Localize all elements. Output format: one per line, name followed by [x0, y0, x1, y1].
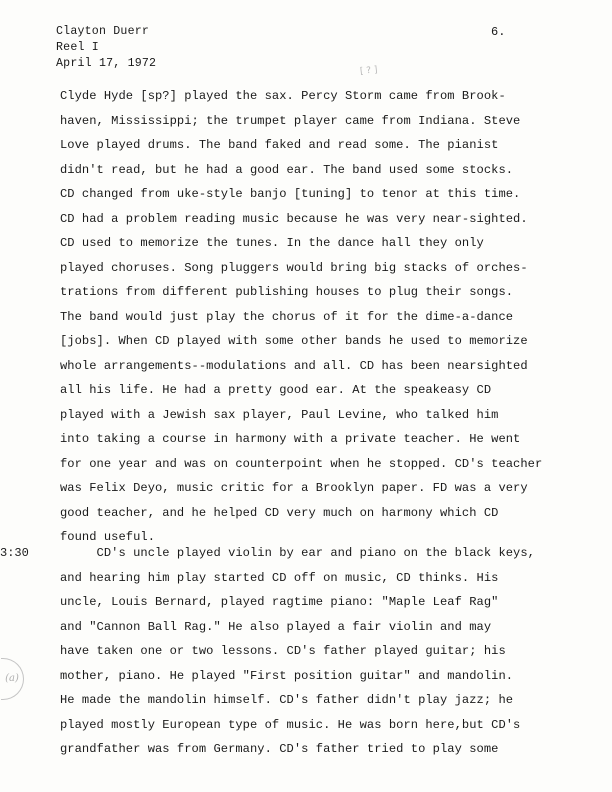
text-line: and hearing him play started CD off on music, CD thinks. His: [60, 570, 499, 585]
text-line: and "Cannon Ball Rag." He also played a fair violin and may: [60, 619, 492, 634]
page-number: 6.: [491, 25, 506, 39]
text-line: didn't read, but he had a good ear. The band used some stocks.: [60, 162, 514, 177]
text-line: whole arrangements--modulations and all. CD has been nearsighted: [60, 358, 528, 373]
text-line: He made the mandolin himself. CD's father didn't play jazz; he: [60, 693, 514, 707]
margin-pencil-note: (a): [1, 658, 24, 700]
text-line: all his life. He had a pretty good ear. At the speakeasy CD: [60, 383, 492, 397]
page-header: [56, 24, 156, 72]
text-line: The band would just play the chorus of it for the dime-a-dance: [60, 309, 514, 324]
text-line: CD changed from uke-style banjo [tuning] to tenor at this time.: [60, 187, 521, 201]
paragraph: [60, 84, 542, 550]
interview-date: April 17, 1972: [56, 57, 157, 70]
text-line: was Felix Deyo, music critic for a Brooklyn paper. FD was a very: [60, 481, 528, 495]
text-line: for one year and was on counterpoint when he stopped. CD's teacher: [60, 456, 543, 471]
text-line: have taken one or two lessons. CD's father played guitar; his: [60, 644, 506, 658]
paragraph: [60, 541, 535, 762]
text-line: CD had a problem reading music because he was very near-sighted.: [60, 211, 528, 226]
reel-label: Reel I: [56, 41, 99, 54]
pencil-annotation: [ ? ]: [359, 65, 379, 77]
text-line: into taking a course in harmony with a private teacher. He went: [60, 432, 521, 446]
text-line: [jobs]. When CD played with some other bands he used to memorize: [60, 334, 528, 348]
text-line: played with a Jewish sax player, Paul Levine, who talked him: [60, 407, 499, 422]
text-line: played mostly European type of music. He was born here,but CD's: [60, 717, 521, 732]
interviewee-name: Clayton Duerr: [56, 25, 150, 38]
text-line: uncle, Louis Bernard, played ragtime piano: "Maple Leaf Rag": [60, 595, 499, 609]
text-line: CD used to memorize the tunes. In the dance hall they only: [60, 236, 484, 250]
text-line: grandfather was from Germany. CD's father tried to play some: [60, 742, 499, 756]
text-line: good teacher, and he helped CD very much on harmony which CD: [60, 505, 499, 520]
text-line: Love played drums. The band faked and read some. The pianist: [60, 138, 499, 152]
text-line: mother, piano. He played "First position guitar" and mandolin.: [60, 668, 514, 683]
text-line: found useful.: [60, 530, 155, 544]
text-line: Clyde Hyde [sp?] played the sax. Percy Storm came from Brook-: [60, 89, 506, 103]
text-line: played choruses. Song pluggers would bring big stacks of orches-: [60, 260, 528, 275]
text-line: haven, Mississippi; the trumpet player came from Indiana. Steve: [60, 113, 521, 128]
text-line: trations from different publishing houses to plug their songs.: [60, 285, 514, 299]
timecode: 3:30: [0, 546, 29, 560]
text-line: CD's uncle played violin by ear and piano on the black keys,: [60, 546, 535, 560]
